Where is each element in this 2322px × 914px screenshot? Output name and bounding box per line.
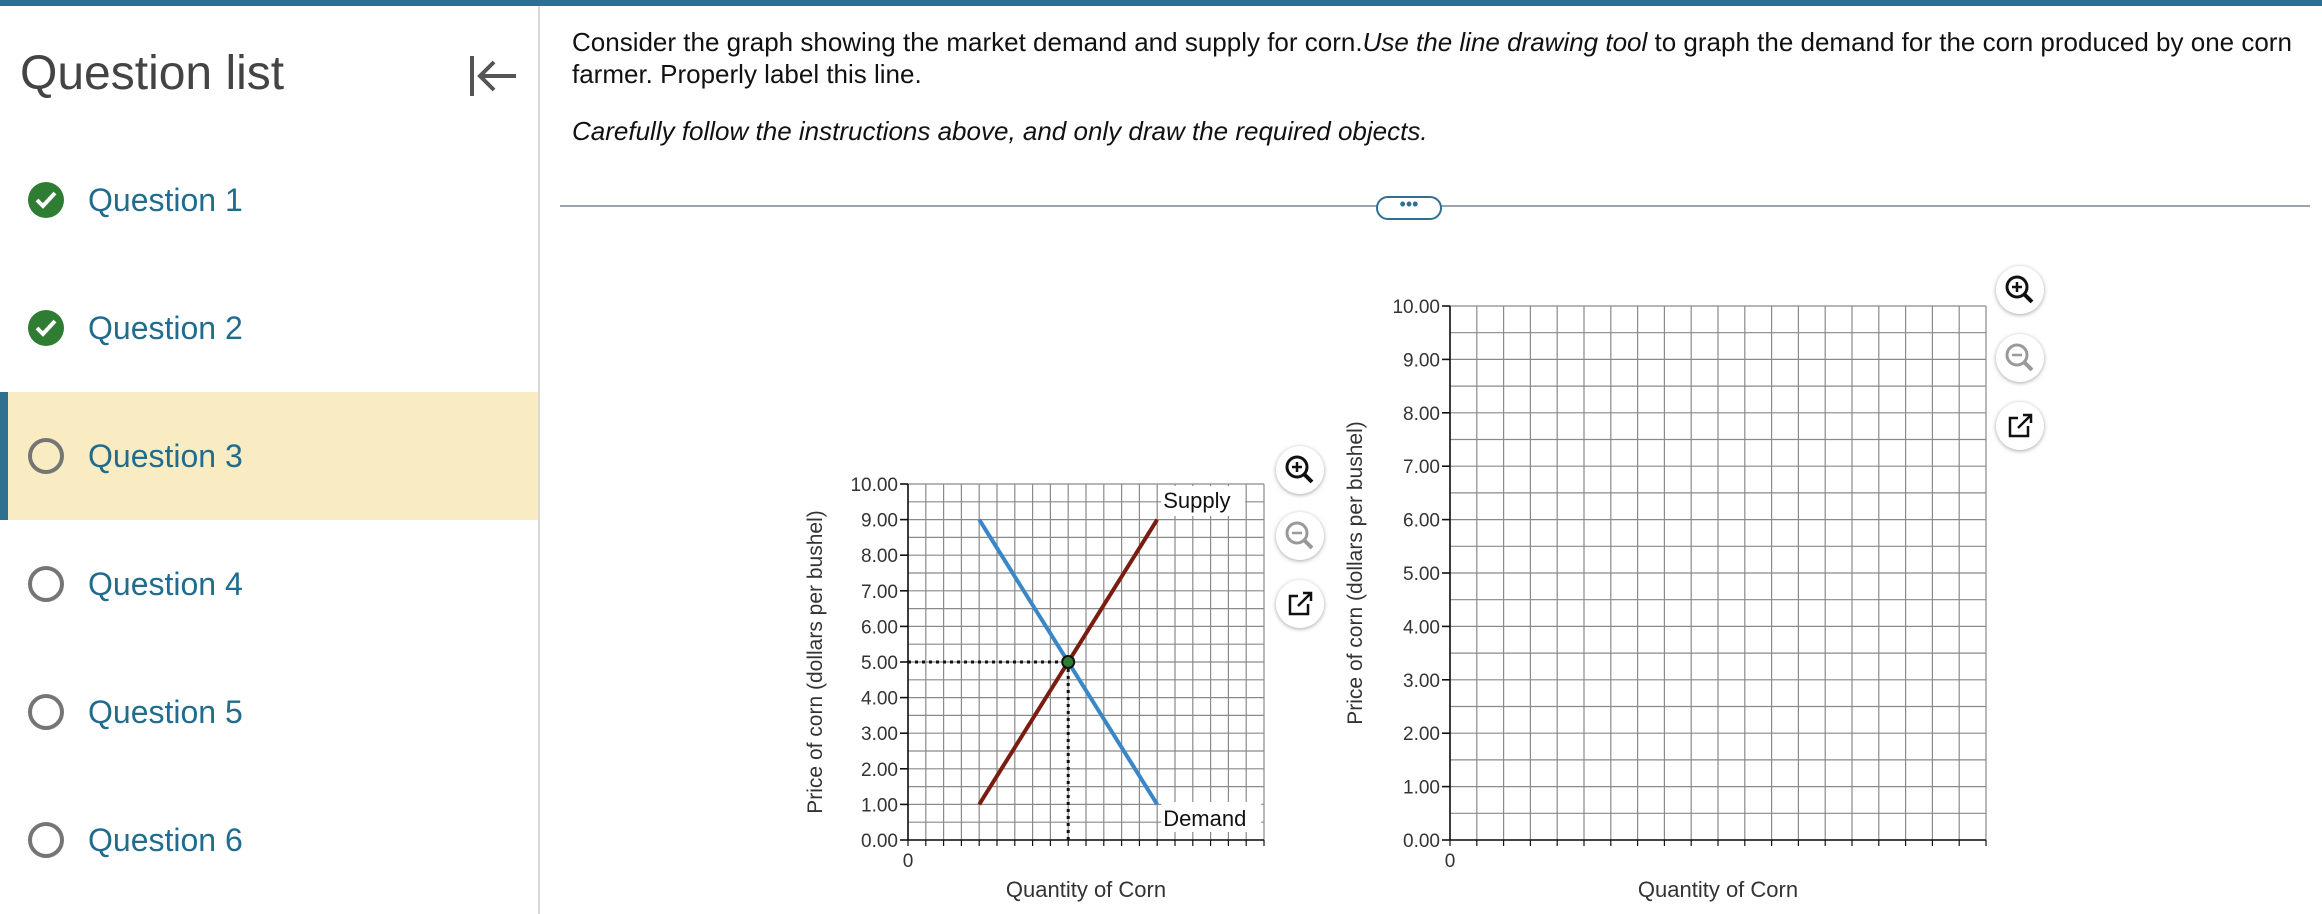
y-tick-label: 2.00 <box>1403 724 1440 746</box>
y-tick-label: 10.00 <box>850 475 898 496</box>
zoom-in-button[interactable] <box>1276 446 1324 494</box>
y-tick-label: 9.00 <box>861 510 898 532</box>
y-tick-label: 6.00 <box>861 617 898 639</box>
question-label: Question 5 <box>88 693 243 730</box>
empty-circle-icon <box>28 822 64 858</box>
open-external-icon <box>1276 580 1324 628</box>
open-external-button[interactable] <box>1996 402 2044 450</box>
y-tick-label: 0.00 <box>1403 831 1440 852</box>
market-graph <box>800 470 1280 910</box>
zoom-out-button[interactable] <box>1996 334 2044 382</box>
empty-circle-icon <box>28 694 64 730</box>
y-tick-label: 0.00 <box>861 831 898 852</box>
y-tick-label: 6.00 <box>1403 510 1440 532</box>
question-text <box>572 26 2302 90</box>
farmer-graph[interactable] <box>1340 290 2020 910</box>
checkmark-icon <box>28 310 64 346</box>
y-tick-label: 2.00 <box>861 759 898 781</box>
sidebar-item-question-5[interactable] <box>0 648 538 776</box>
question-label: Question 6 <box>88 821 243 858</box>
question-text-part2: to graph the demand for the corn produced by one corn farmer. Properly label this line. <box>572 27 2292 89</box>
sidebar-title: Question list <box>20 47 285 100</box>
y-tick-label: 8.00 <box>1403 403 1440 425</box>
question-label: Question 1 <box>88 181 243 218</box>
sidebar-item-question-3[interactable] <box>0 392 538 520</box>
open-external-button[interactable] <box>1276 580 1324 628</box>
y-tick-label: 1.00 <box>861 795 898 817</box>
zoom-out-button[interactable] <box>1276 512 1324 560</box>
y-tick-label: 3.00 <box>1403 670 1440 692</box>
x-axis-label: Quantity of Corn <box>1005 877 1167 902</box>
y-tick-label: 4.00 <box>1403 617 1440 639</box>
question-label: Question 2 <box>88 309 243 346</box>
open-external-icon <box>1996 402 2044 450</box>
zoom-out-icon <box>1276 512 1324 560</box>
sidebar-item-question-6[interactable] <box>0 776 538 904</box>
x-tick-label: 0 <box>902 851 914 872</box>
zoom-in-button[interactable] <box>1996 266 2044 314</box>
sidebar-item-question-1[interactable] <box>0 136 538 264</box>
empty-circle-icon <box>28 566 64 602</box>
zoom-in-icon <box>1276 446 1324 494</box>
collapse-sidebar-button[interactable] <box>466 52 520 100</box>
zoom-in-icon <box>1996 266 2044 314</box>
y-tick-label: 9.00 <box>1403 350 1440 372</box>
y-tick-label: 7.00 <box>861 581 898 603</box>
y-axis-label: Price of corn (dollars per bushel) <box>1344 421 1367 725</box>
y-axis-label: Price of corn (dollars per bushel) <box>804 510 827 814</box>
y-tick-label: 5.00 <box>861 653 898 674</box>
checkmark-icon <box>28 182 64 218</box>
question-text-part1: Consider the graph showing the market demand and supply for corn. <box>572 27 1363 57</box>
y-tick-label: 8.00 <box>861 546 898 568</box>
y-tick-label: 4.00 <box>861 688 898 710</box>
zoom-out-icon <box>1996 334 2044 382</box>
demand-label: Demand <box>1163 806 1247 831</box>
supply-label: Supply <box>1163 488 1231 513</box>
question-text-italic: Use the line drawing tool <box>1362 27 1648 57</box>
empty-circle-icon <box>28 438 64 474</box>
y-tick-label: 3.00 <box>861 724 898 746</box>
x-tick-label: 0 <box>1444 851 1456 872</box>
sidebar-item-question-4[interactable] <box>0 520 538 648</box>
y-tick-label: 1.00 <box>1403 777 1440 799</box>
instruction-text: Carefully follow the instructions above, and only draw the required objects. <box>572 116 1428 146</box>
x-axis-label: Quantity of Corn <box>1637 877 1799 902</box>
question-list-sidebar <box>0 6 540 914</box>
collapse-left-icon <box>466 52 520 100</box>
question-label: Question 3 <box>88 437 243 474</box>
sidebar-item-question-2[interactable] <box>0 264 538 392</box>
y-tick-label: 10.00 <box>1392 297 1440 318</box>
y-tick-label: 5.00 <box>1403 564 1440 585</box>
equilibrium-point <box>1062 656 1074 668</box>
expand-more-button[interactable]: ••• <box>1376 196 1442 220</box>
question-label: Question 4 <box>88 565 243 602</box>
y-tick-label: 7.00 <box>1403 457 1440 479</box>
